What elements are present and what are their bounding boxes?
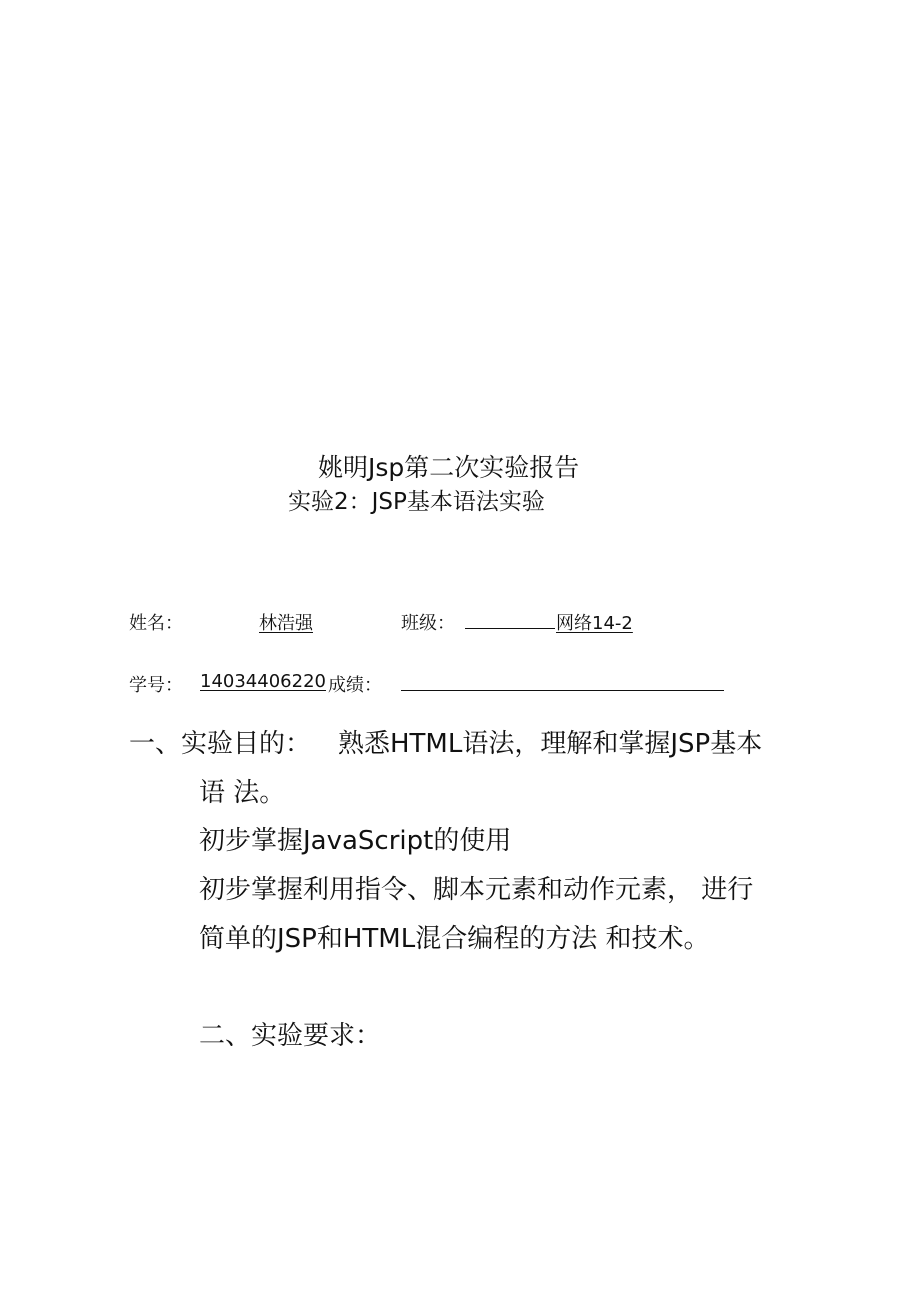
report-title: 姚明Jsp第二次实验报告	[318, 453, 580, 482]
section1-line: 初步掌握利用指令、脚本元素和动作元素， 进行	[199, 875, 754, 905]
name-value: 林浩强	[259, 613, 313, 634]
class-underline-blank	[465, 628, 555, 629]
name-label: 姓名：	[129, 613, 183, 634]
section1-heading: 一、实验目的：	[129, 729, 312, 759]
grade-label: 成绩：	[328, 675, 382, 696]
section1-line: 初步掌握JavaScript的使用	[199, 826, 512, 856]
student-id-label: 学号：	[129, 675, 183, 696]
student-id-value: 14034406220	[200, 671, 326, 692]
class-label: 班级：	[401, 613, 455, 634]
grade-underline-blank	[401, 690, 724, 691]
experiment-subtitle: 实验2：JSP基本语法实验	[288, 489, 545, 515]
section1-line: 语 法。	[199, 778, 286, 808]
section1-line: 简单的JSP和HTML混合编程的方法 和技术。	[199, 924, 710, 954]
class-value: 网络14-2	[556, 613, 633, 634]
section1-intro-text: 熟悉HTML语法，理解和掌握JSP基本	[338, 729, 763, 759]
section2-heading: 二、实验要求：	[199, 1021, 382, 1051]
